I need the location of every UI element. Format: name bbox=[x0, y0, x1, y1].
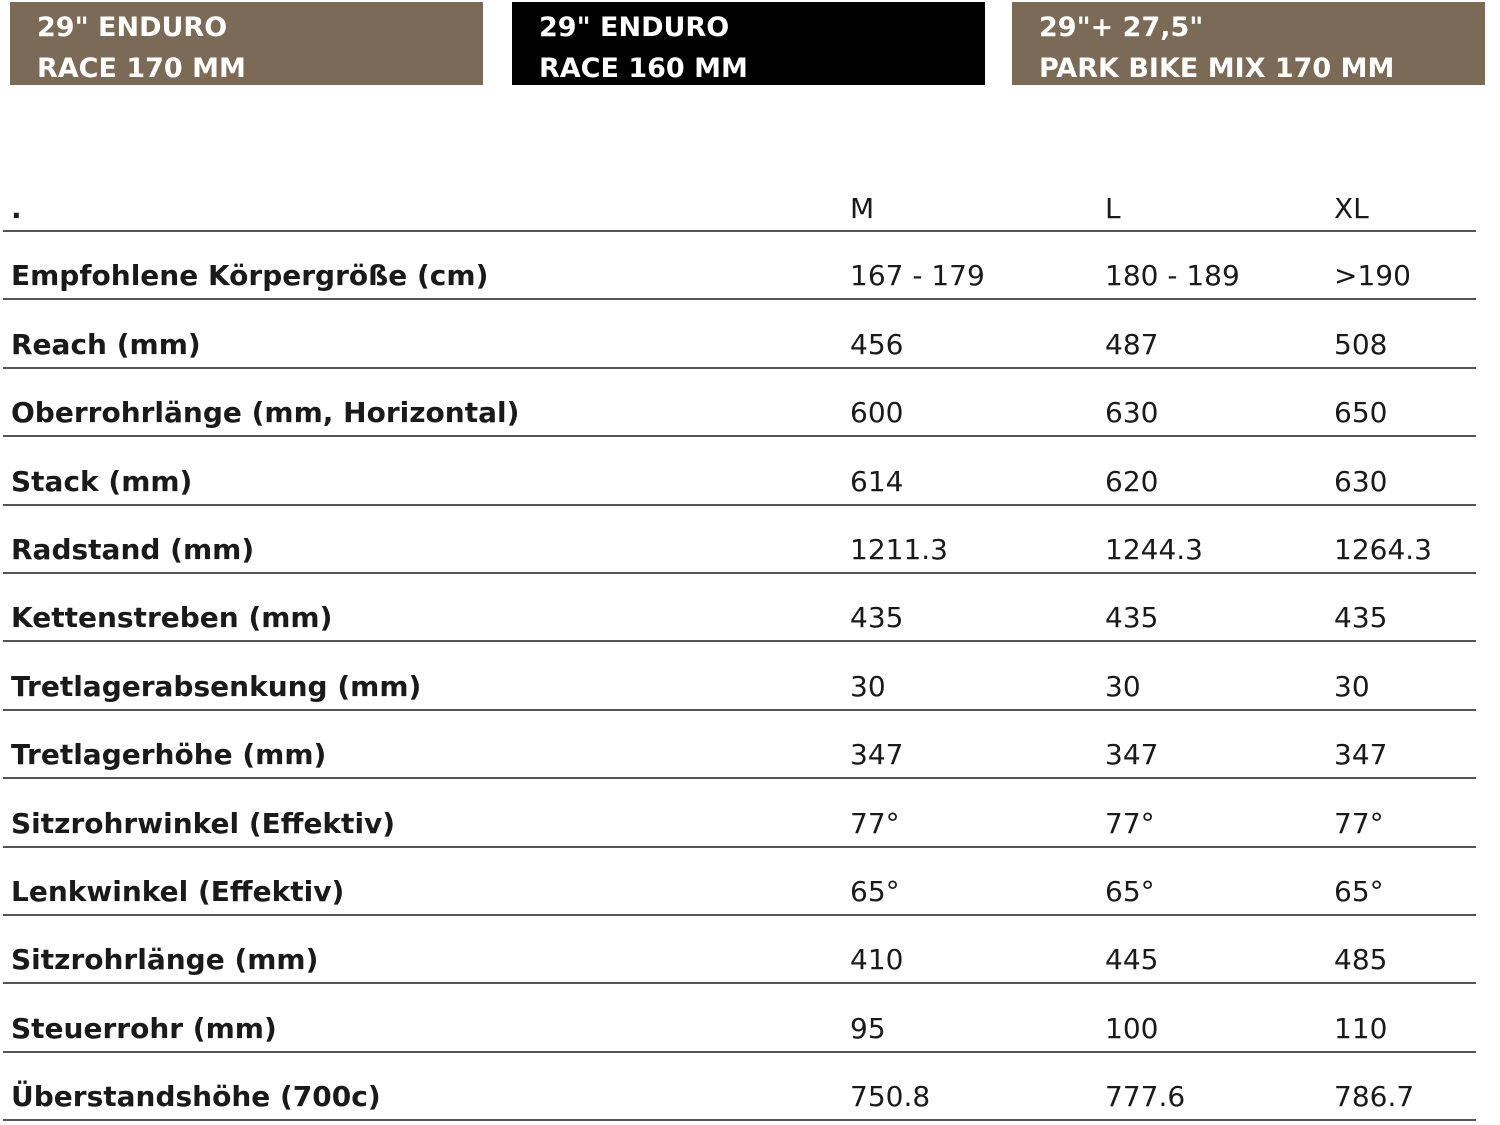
cell-size-xl: 65° bbox=[1334, 874, 1384, 908]
cell-size-m: 614 bbox=[850, 464, 904, 498]
row-label: Tretlagerabsenkung (mm) bbox=[11, 669, 422, 703]
tab-title-line1: 29" ENDURO bbox=[37, 12, 228, 43]
row-label: Sitzrohrwinkel (Effektiv) bbox=[11, 806, 396, 840]
cell-size-m: 95 bbox=[850, 1011, 886, 1045]
cell-size-m: 347 bbox=[850, 738, 904, 772]
table-row bbox=[3, 506, 1476, 574]
cell-size-m: 456 bbox=[850, 327, 904, 361]
row-label: Steuerrohr (mm) bbox=[11, 1011, 277, 1045]
cell-size-xl: 508 bbox=[1334, 327, 1388, 361]
row-label: Sitzrohrlänge (mm) bbox=[11, 943, 319, 977]
cell-size-xl: 77° bbox=[1334, 806, 1384, 840]
cell-size-xl: >190 bbox=[1334, 259, 1411, 293]
cell-size-l: 1244.3 bbox=[1105, 532, 1203, 566]
cell-size-xl: 786.7 bbox=[1334, 1080, 1415, 1114]
tab-title-line2: RACE 170 MM bbox=[37, 53, 246, 84]
table-row bbox=[3, 848, 1476, 916]
cell-size-xl: 630 bbox=[1334, 464, 1388, 498]
cell-size-l: 630 bbox=[1105, 396, 1159, 430]
tab-enduro-race-170[interactable] bbox=[10, 2, 483, 85]
table-row bbox=[3, 437, 1476, 505]
row-label: Empfohlene Körpergröße (cm) bbox=[11, 259, 489, 293]
table-row bbox=[3, 1053, 1476, 1121]
cell-size-xl: 110 bbox=[1334, 1011, 1388, 1045]
cell-size-xl: 435 bbox=[1334, 601, 1388, 635]
cell-size-m: 600 bbox=[850, 396, 904, 430]
cell-size-l: 65° bbox=[1105, 874, 1155, 908]
tab-title-line1: 29" ENDURO bbox=[539, 12, 730, 43]
tab-title-line2: RACE 160 MM bbox=[539, 53, 748, 84]
cell-size-xl: 485 bbox=[1334, 943, 1388, 977]
table-row bbox=[3, 984, 1476, 1052]
table-row bbox=[3, 300, 1476, 368]
cell-size-xl: 347 bbox=[1334, 738, 1388, 772]
cell-size-m: 410 bbox=[850, 943, 904, 977]
cell-size-m: 167 - 179 bbox=[850, 259, 985, 293]
table-row bbox=[3, 574, 1476, 642]
cell-size-m: 1211.3 bbox=[850, 532, 948, 566]
cell-size-l: 435 bbox=[1105, 601, 1159, 635]
table-row bbox=[3, 232, 1476, 300]
tab-enduro-race-160[interactable] bbox=[512, 2, 985, 85]
cell-size-l: 487 bbox=[1105, 327, 1159, 361]
header-size-m: M bbox=[850, 192, 875, 225]
geometry-table bbox=[3, 188, 1476, 1121]
cell-size-l: 620 bbox=[1105, 464, 1159, 498]
row-label: Überstandshöhe (700c) bbox=[11, 1080, 381, 1114]
tab-title-line1: 29"+ 27,5" bbox=[1039, 12, 1204, 43]
table-row bbox=[3, 369, 1476, 437]
cell-size-xl: 650 bbox=[1334, 396, 1388, 430]
header-size-xl: XL bbox=[1334, 192, 1369, 225]
model-tabs bbox=[0, 2, 1500, 86]
cell-size-m: 750.8 bbox=[850, 1080, 931, 1114]
header-label: . bbox=[11, 192, 22, 225]
table-row bbox=[3, 916, 1476, 984]
table-row bbox=[3, 779, 1476, 847]
cell-size-l: 180 - 189 bbox=[1105, 259, 1240, 293]
row-label: Kettenstreben (mm) bbox=[11, 601, 333, 635]
row-label: Stack (mm) bbox=[11, 464, 193, 498]
row-label: Oberrohrlänge (mm, Horizontal) bbox=[11, 396, 520, 430]
table-header-row bbox=[3, 188, 1476, 232]
tab-title-line2: PARK BIKE MIX 170 MM bbox=[1039, 53, 1395, 84]
cell-size-m: 77° bbox=[850, 806, 900, 840]
cell-size-l: 100 bbox=[1105, 1011, 1159, 1045]
cell-size-l: 777.6 bbox=[1105, 1080, 1186, 1114]
row-label: Lenkwinkel (Effektiv) bbox=[11, 874, 345, 908]
tab-park-bike-mix-170[interactable] bbox=[1012, 2, 1485, 85]
table-row bbox=[3, 711, 1476, 779]
cell-size-m: 65° bbox=[850, 874, 900, 908]
cell-size-xl: 1264.3 bbox=[1334, 532, 1432, 566]
row-label: Radstand (mm) bbox=[11, 532, 255, 566]
cell-size-l: 30 bbox=[1105, 669, 1141, 703]
header-size-l: L bbox=[1105, 192, 1121, 225]
cell-size-xl: 30 bbox=[1334, 669, 1370, 703]
row-label: Tretlagerhöhe (mm) bbox=[11, 738, 327, 772]
cell-size-m: 30 bbox=[850, 669, 886, 703]
cell-size-m: 435 bbox=[850, 601, 904, 635]
cell-size-l: 445 bbox=[1105, 943, 1159, 977]
cell-size-l: 347 bbox=[1105, 738, 1159, 772]
cell-size-l: 77° bbox=[1105, 806, 1155, 840]
table-row bbox=[3, 642, 1476, 710]
row-label: Reach (mm) bbox=[11, 327, 201, 361]
